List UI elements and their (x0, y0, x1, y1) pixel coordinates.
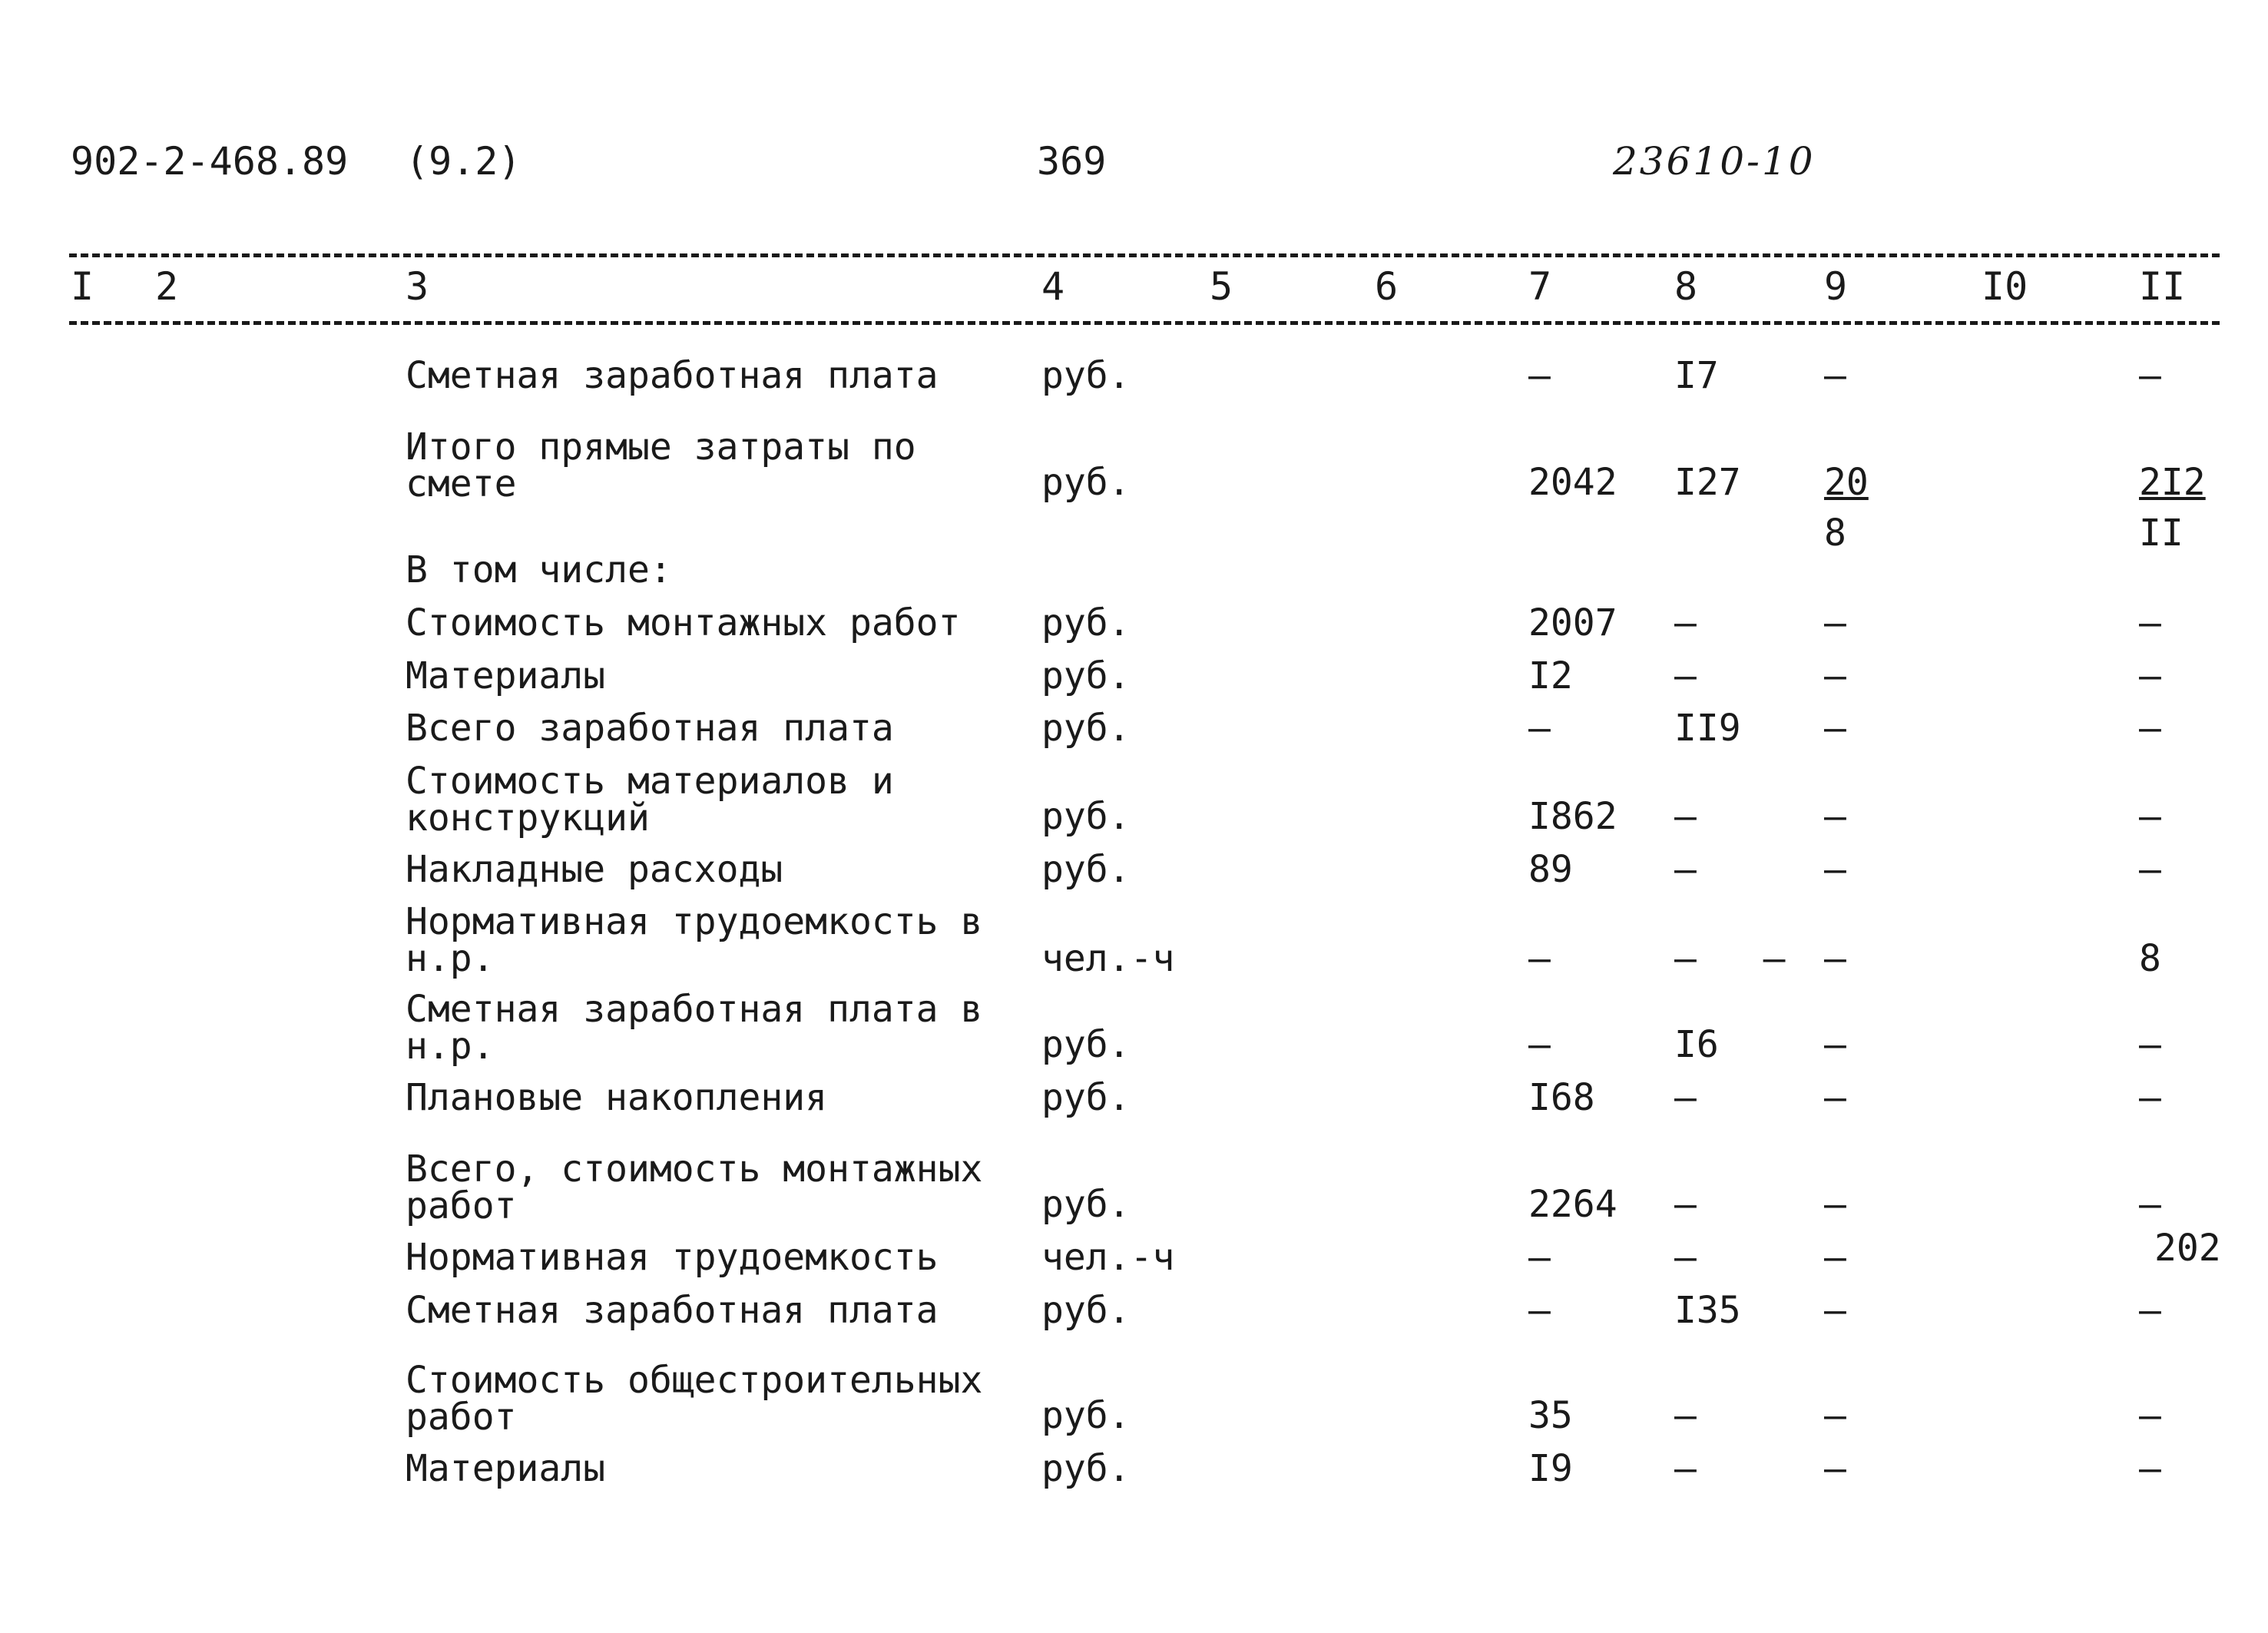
row-unit: руб. (1041, 1023, 1131, 1066)
row-unit: руб. (1041, 1394, 1131, 1437)
cell-col9: – (1824, 1023, 1846, 1066)
row-unit: руб. (1041, 795, 1131, 838)
row-unit: чел.-ч (1041, 1236, 1175, 1279)
cell-col9: – (1824, 848, 1846, 891)
column-number-8: 8 (1674, 264, 1698, 309)
cell-col9: – (1824, 1289, 1846, 1332)
cell-col9: – (1824, 1076, 1846, 1119)
column-number-5: 5 (1210, 264, 1233, 309)
row-unit: руб. (1041, 461, 1131, 504)
row-unit: руб. (1041, 601, 1131, 644)
cell-col7: 2007 (1528, 601, 1617, 644)
cell-col9-numerator: 20 (1824, 461, 1869, 504)
cell-col9: – (1824, 1394, 1846, 1437)
row-label: В том числе: (406, 548, 672, 591)
cell-col7: I9 (1528, 1447, 1573, 1490)
cell-col7: – (1528, 354, 1551, 397)
cell-col7: – (1528, 1023, 1551, 1066)
row-unit: руб. (1041, 848, 1131, 891)
cell-col7: – (1528, 937, 1551, 980)
row-label: Нормативная трудоемкость (406, 1236, 939, 1279)
cell-col11: – (2139, 1289, 2161, 1332)
row-label: Итого прямые затраты по смете (406, 426, 916, 505)
cell-col9: – (1824, 1236, 1846, 1279)
cell-col11: – (2139, 1183, 2161, 1226)
cell-col8: – (1674, 1183, 1697, 1226)
page-number: 369 (1037, 139, 1107, 184)
cell-col11: – (2139, 848, 2161, 891)
cell-col11-numerator: 2I2 (2139, 461, 2206, 504)
document-code: 902-2-468.89 (71, 139, 349, 184)
cell-col11: – (2139, 654, 2161, 697)
cell-col7: 89 (1528, 848, 1573, 891)
column-number-2: 2 (155, 264, 179, 309)
cell-col11: – (2139, 1394, 2161, 1437)
row-unit: руб. (1041, 354, 1131, 397)
cell-col7: I2 (1528, 654, 1573, 697)
row-unit: руб. (1041, 1447, 1131, 1490)
cell-col9: – (1824, 795, 1846, 838)
cell-col8: – (1674, 601, 1697, 644)
cell-col8: – (1674, 795, 1697, 838)
row-label: Стоимость материалов и конструкций (406, 760, 894, 840)
cell-col8: I27 (1674, 461, 1741, 504)
cell-col11-denominator: II (2139, 512, 2184, 555)
header-bottom-rule (69, 321, 2220, 325)
row-label: Материалы (406, 1447, 606, 1490)
cell-col7: – (1528, 1236, 1551, 1279)
cell-col9-denominator: 8 (1824, 512, 1846, 555)
cell-col7: – (1528, 1289, 1551, 1332)
cell-col11: 202 (2154, 1227, 2221, 1270)
cell-col8: – (1674, 654, 1697, 697)
cell-col7: 2042 (1528, 461, 1617, 504)
cell-col11: – (2139, 707, 2161, 750)
column-number-11: II (2139, 264, 2186, 309)
handwritten-code: 23610-10 (1613, 139, 1816, 184)
column-number-4: 4 (1041, 264, 1065, 309)
row-unit: руб. (1041, 1289, 1131, 1332)
cell-col8: – (1674, 1394, 1697, 1437)
row-label: Материалы (406, 654, 606, 697)
section-number: (9.2) (406, 139, 521, 184)
cell-col9: – (1824, 707, 1846, 750)
cell-col11: 8 (2139, 937, 2161, 980)
cell-col9: – (1824, 601, 1846, 644)
row-label: Стоимость монтажных работ (406, 601, 961, 644)
cell-col11: – (2139, 1023, 2161, 1066)
row-label: Стоимость общестроительных работ (406, 1359, 983, 1439)
cell-col9: – (1824, 654, 1846, 697)
row-label: Плановые накопления (406, 1076, 828, 1119)
cell-col9: – (1824, 937, 1846, 980)
column-number-6: 6 (1375, 264, 1399, 309)
cell-col11: – (2139, 354, 2161, 397)
row-unit: руб. (1041, 654, 1131, 697)
column-number-10: I0 (1982, 264, 2028, 309)
row-unit: руб. (1041, 707, 1131, 750)
cell-col8: – – (1674, 937, 1786, 980)
cell-col8: I7 (1674, 354, 1719, 397)
top-rule (69, 253, 2220, 257)
cell-col7: 2264 (1528, 1183, 1617, 1226)
column-number-3: 3 (406, 264, 429, 309)
cell-col11: – (2139, 1076, 2161, 1119)
cell-col7: 35 (1528, 1394, 1573, 1437)
cell-col8: – (1674, 1447, 1697, 1490)
row-unit: руб. (1041, 1076, 1131, 1119)
cell-col9: – (1824, 1183, 1846, 1226)
cell-col8: – (1674, 1236, 1697, 1279)
row-unit: руб. (1041, 1183, 1131, 1226)
column-number-9: 9 (1824, 264, 1848, 309)
row-label: Сметная заработная плата (406, 354, 939, 397)
row-label: Накладные расходы (406, 848, 783, 891)
cell-col7: – (1528, 707, 1551, 750)
cell-col7: I68 (1528, 1076, 1595, 1119)
row-label: Сметная заработная плата (406, 1289, 939, 1332)
cell-col8: I6 (1674, 1023, 1719, 1066)
row-label: Всего заработная плата (406, 707, 894, 750)
cell-col11: – (2139, 795, 2161, 838)
cell-col11: – (2139, 1447, 2161, 1490)
cell-col7: I862 (1528, 795, 1617, 838)
cell-col9: – (1824, 1447, 1846, 1490)
cell-col8: – (1674, 1076, 1697, 1119)
column-number-1: I (71, 264, 94, 309)
cell-col8: – (1674, 848, 1697, 891)
cell-col11: – (2139, 601, 2161, 644)
row-label: Всего, стоимость монтажных работ (406, 1148, 983, 1227)
row-label: Нормативная трудоемкость в н.р. (406, 900, 983, 980)
cell-col8: I35 (1674, 1289, 1741, 1332)
row-unit: чел.-ч (1041, 937, 1175, 980)
cell-col9: – (1824, 354, 1846, 397)
cell-col8: II9 (1674, 707, 1741, 750)
column-number-7: 7 (1528, 264, 1552, 309)
row-label: Сметная заработная плата в н.р. (406, 988, 983, 1068)
